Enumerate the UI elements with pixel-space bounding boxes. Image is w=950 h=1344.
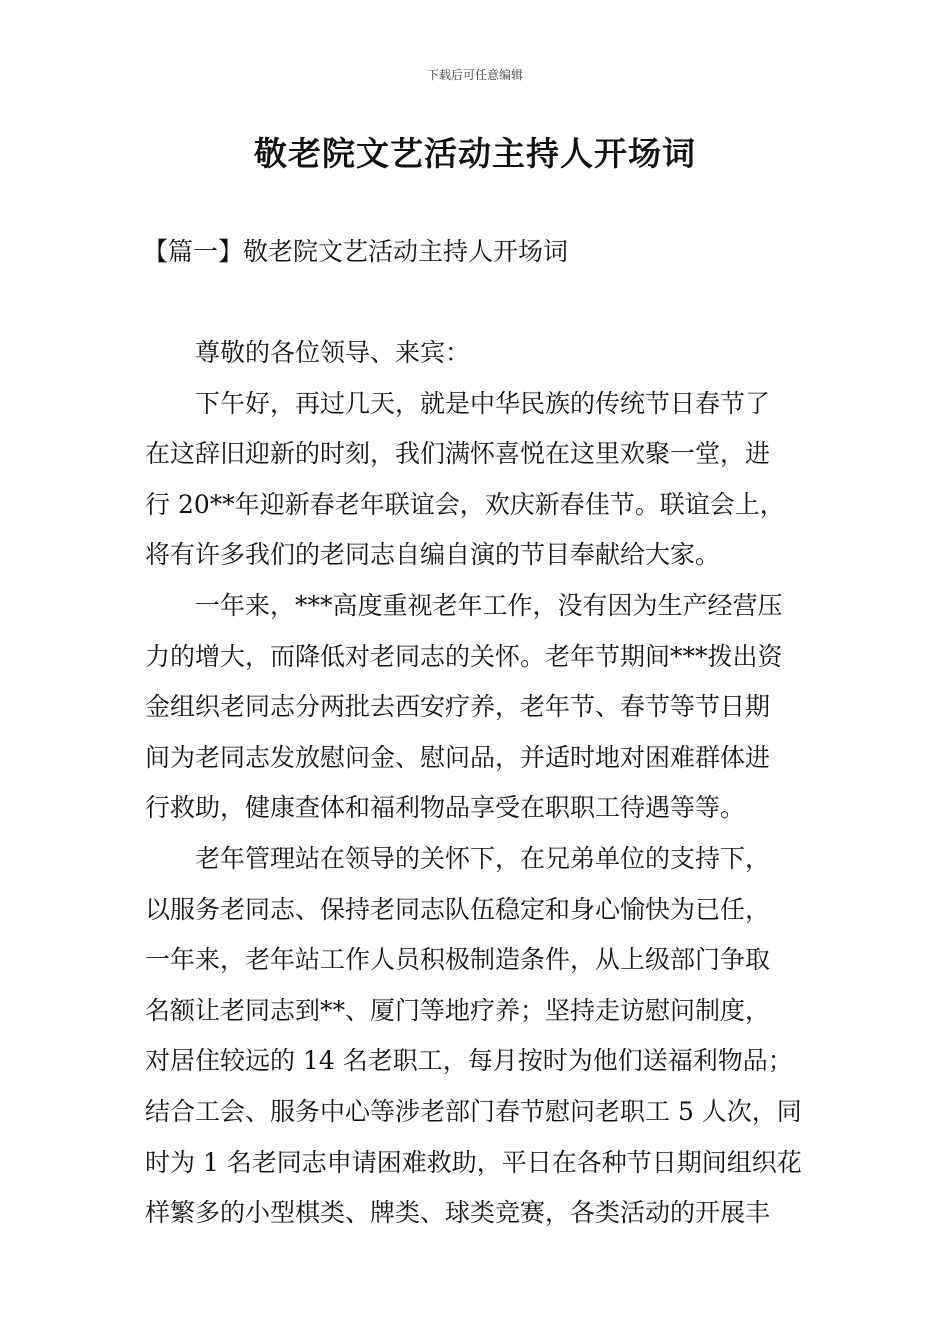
paragraph-line: 样繁多的小型棋类、牌类、球类竞赛，各类活动的开展丰 <box>145 1198 771 1228</box>
paragraph-line: 间为老同志发放慰问金、慰问品，并适时地对困难群体进 <box>145 742 771 772</box>
header-note: 下载后可任意编辑 <box>426 68 523 82</box>
paragraph-line: 金组织老同志分两批去西安疗养，老年节、春节等节日期 <box>145 692 771 722</box>
paragraph-line: 力的增大，而降低对老同志的关怀。老年节期间***拨出资 <box>145 641 783 671</box>
paragraph-line: 在这辞旧迎新的时刻，我们满怀喜悦在这里欢聚一堂，进 <box>145 439 771 469</box>
paragraph-line: 行救助，健康查体和福利物品享受在职职工待遇等等。 <box>145 793 746 823</box>
paragraph-line: 对居住较远的 14 名老职工，每月按时为他们送福利物品； <box>145 1046 793 1076</box>
paragraph-line: 一年来，***高度重视老年工作，没有因为生产经营压 <box>195 590 783 620</box>
document-title: 敬老院文艺活动主持人开场词 <box>254 134 696 173</box>
paragraph-line: 结合工会、服务中心等涉老部门春节慰问老职工 5 人次，同 <box>145 1096 802 1126</box>
section-heading: 【篇一】敬老院文艺活动主持人开场词 <box>143 237 569 266</box>
paragraph-line: 老年管理站在领导的关怀下，在兄弟单位的支持下， <box>195 843 771 873</box>
paragraph-line: 行 20**年迎新春老年联谊会，欢庆新春佳节。联谊会上， <box>145 489 785 519</box>
paragraph-line: 以服务老同志、保持老同志队伍稳定和身心愉快为已任， <box>145 894 771 924</box>
paragraph-line: 一年来，老年站工作人员积极制造条件，从上级部门争取 <box>145 945 771 975</box>
body-text <box>145 328 807 1239</box>
paragraph-line: 时为 1 名老同志申请困难救助，平日在各种节日期间组织花 <box>145 1147 802 1177</box>
paragraph-line: 将有许多我们的老同志自编自演的节目奉献给大家。 <box>145 540 721 570</box>
paragraph-line: 名额让老同志到**、厦门等地疗养；坚持走访慰问制度， <box>145 995 771 1025</box>
paragraph-line: 尊敬的各位领导、来宾： <box>195 338 471 367</box>
paragraph-line: 下午好，再过几天，就是中华民族的传统节日春节了 <box>195 388 771 418</box>
